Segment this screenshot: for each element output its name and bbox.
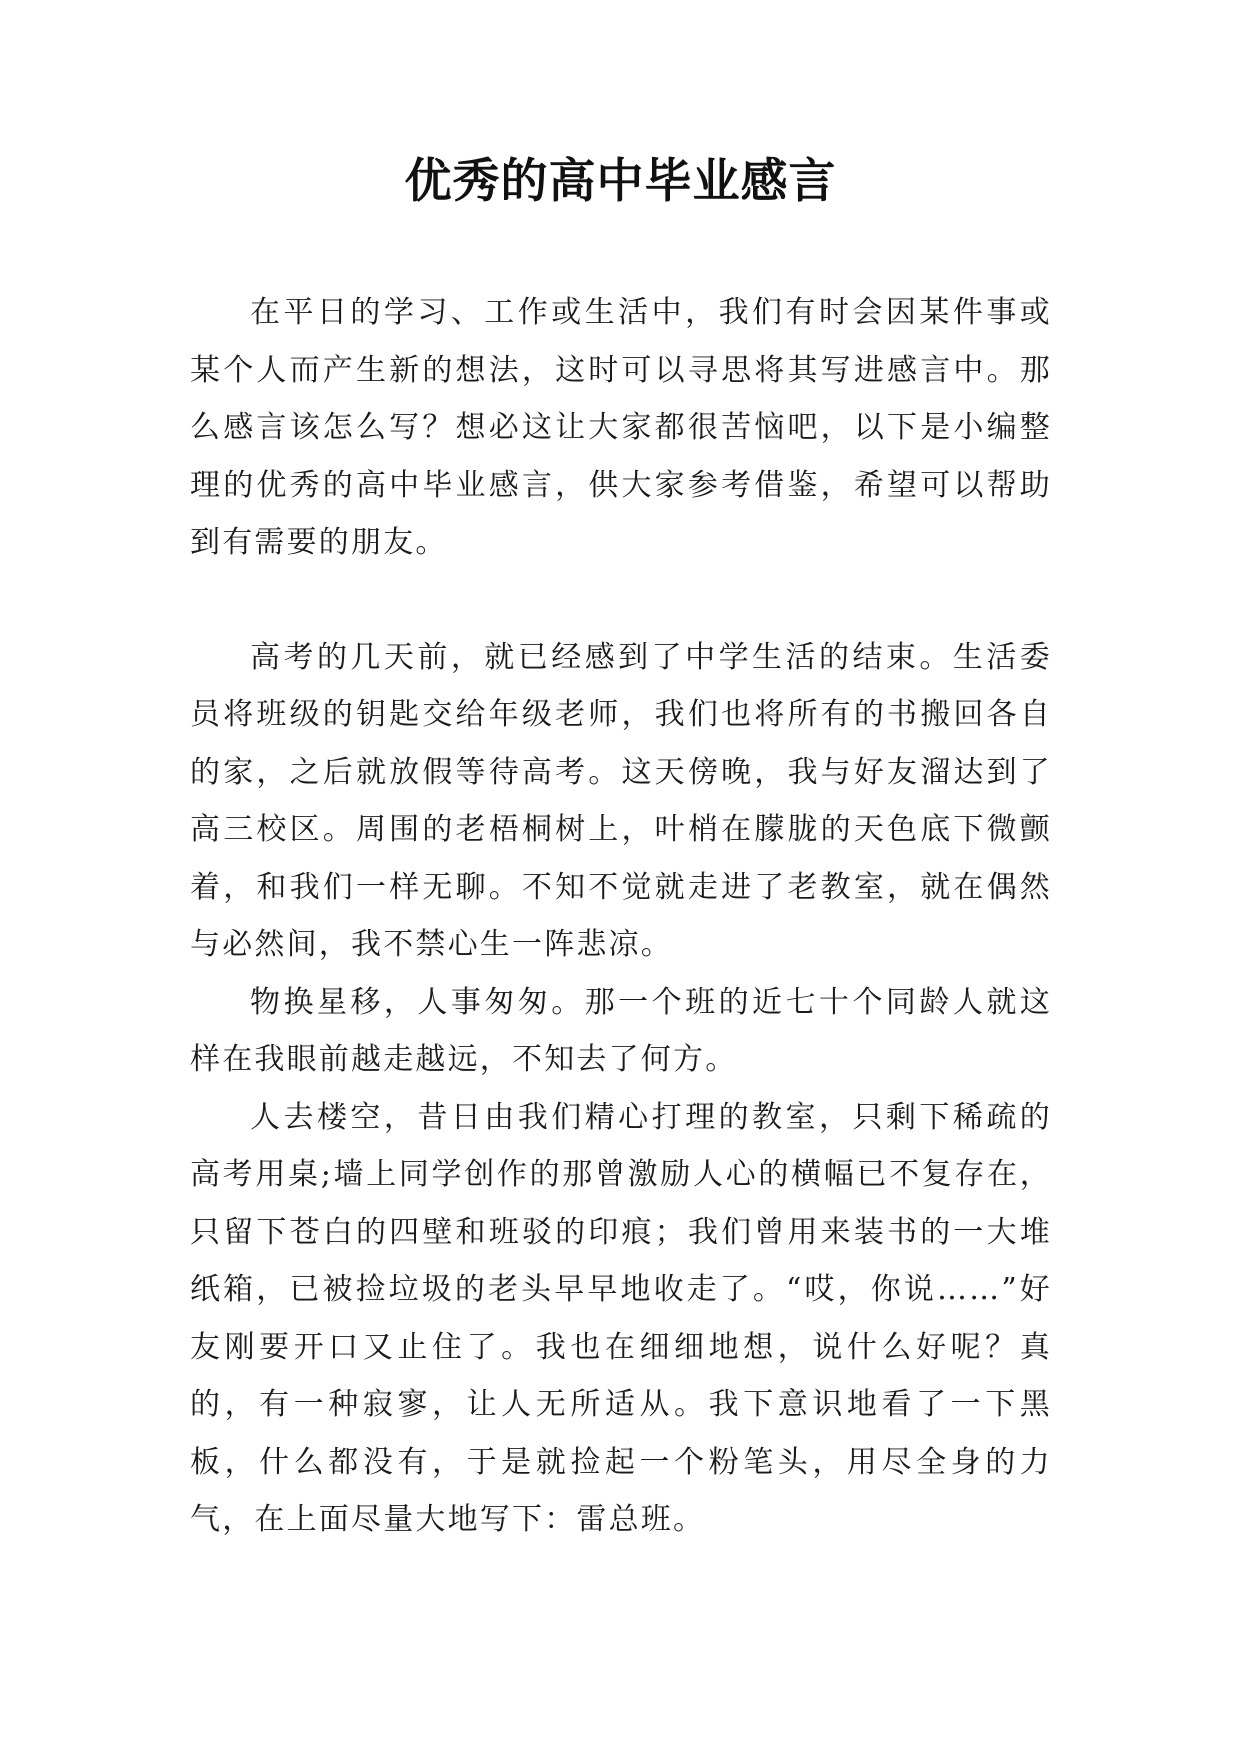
document-title: 优秀的高中毕业感言 bbox=[404, 154, 837, 209]
body-paragraph-2: 物换星移，人事匆匆。那一个班的近七十个同龄人就这样在我眼前越走越远，不知去了何方。 bbox=[190, 984, 1052, 1077]
body-paragraph-1: 高考的几天前，就已经感到了中学生活的结束。生活委员将班级的钥匙交给年级老师，我们也将所有的书搬回各自的家，之后就放假等待高考。这天傍晚，我与好友溜达到了高三校区。周围的老梧桐树上，叶梢在朦胧的天色底下微颤着，和我们一样无聊。不知不觉就走进了老教室，就在偶然与必然间，我不禁心生一阵悲凉。 bbox=[190, 639, 1052, 962]
document-body bbox=[190, 284, 1052, 1549]
body-paragraph-3: 人去楼空，昔日由我们精心打理的教室，只剩下稀疏的高考用桌;墙上同学创作的那曾激励人心的横幅已不复存在，只留下苍白的四壁和班驳的印痕；我们曾用来装书的一大堆纸箱，已被捡垃圾的老头早早地收走了。“哎，你说……”好友刚要开口又止住了。我也在细细地想，说什么好呢？真的，有一种寂寥，让人无所适从。我下意识地看了一下黑板，什么都没有，于是就捡起一个粉笔头，用尽全身的力气，在上面尽量大地写下：雷总班。 bbox=[190, 1099, 1052, 1537]
intro-paragraph: 在平日的学习、工作或生活中，我们有时会因某件事或某个人而产生新的想法，这时可以寻思将其写进感言中。那么感言该怎么写？想必这让大家都很苦恼吧，以下是小编整理的优秀的高中毕业感言，供大家参考借鉴，希望可以帮助到有需要的朋友。 bbox=[190, 295, 1052, 560]
